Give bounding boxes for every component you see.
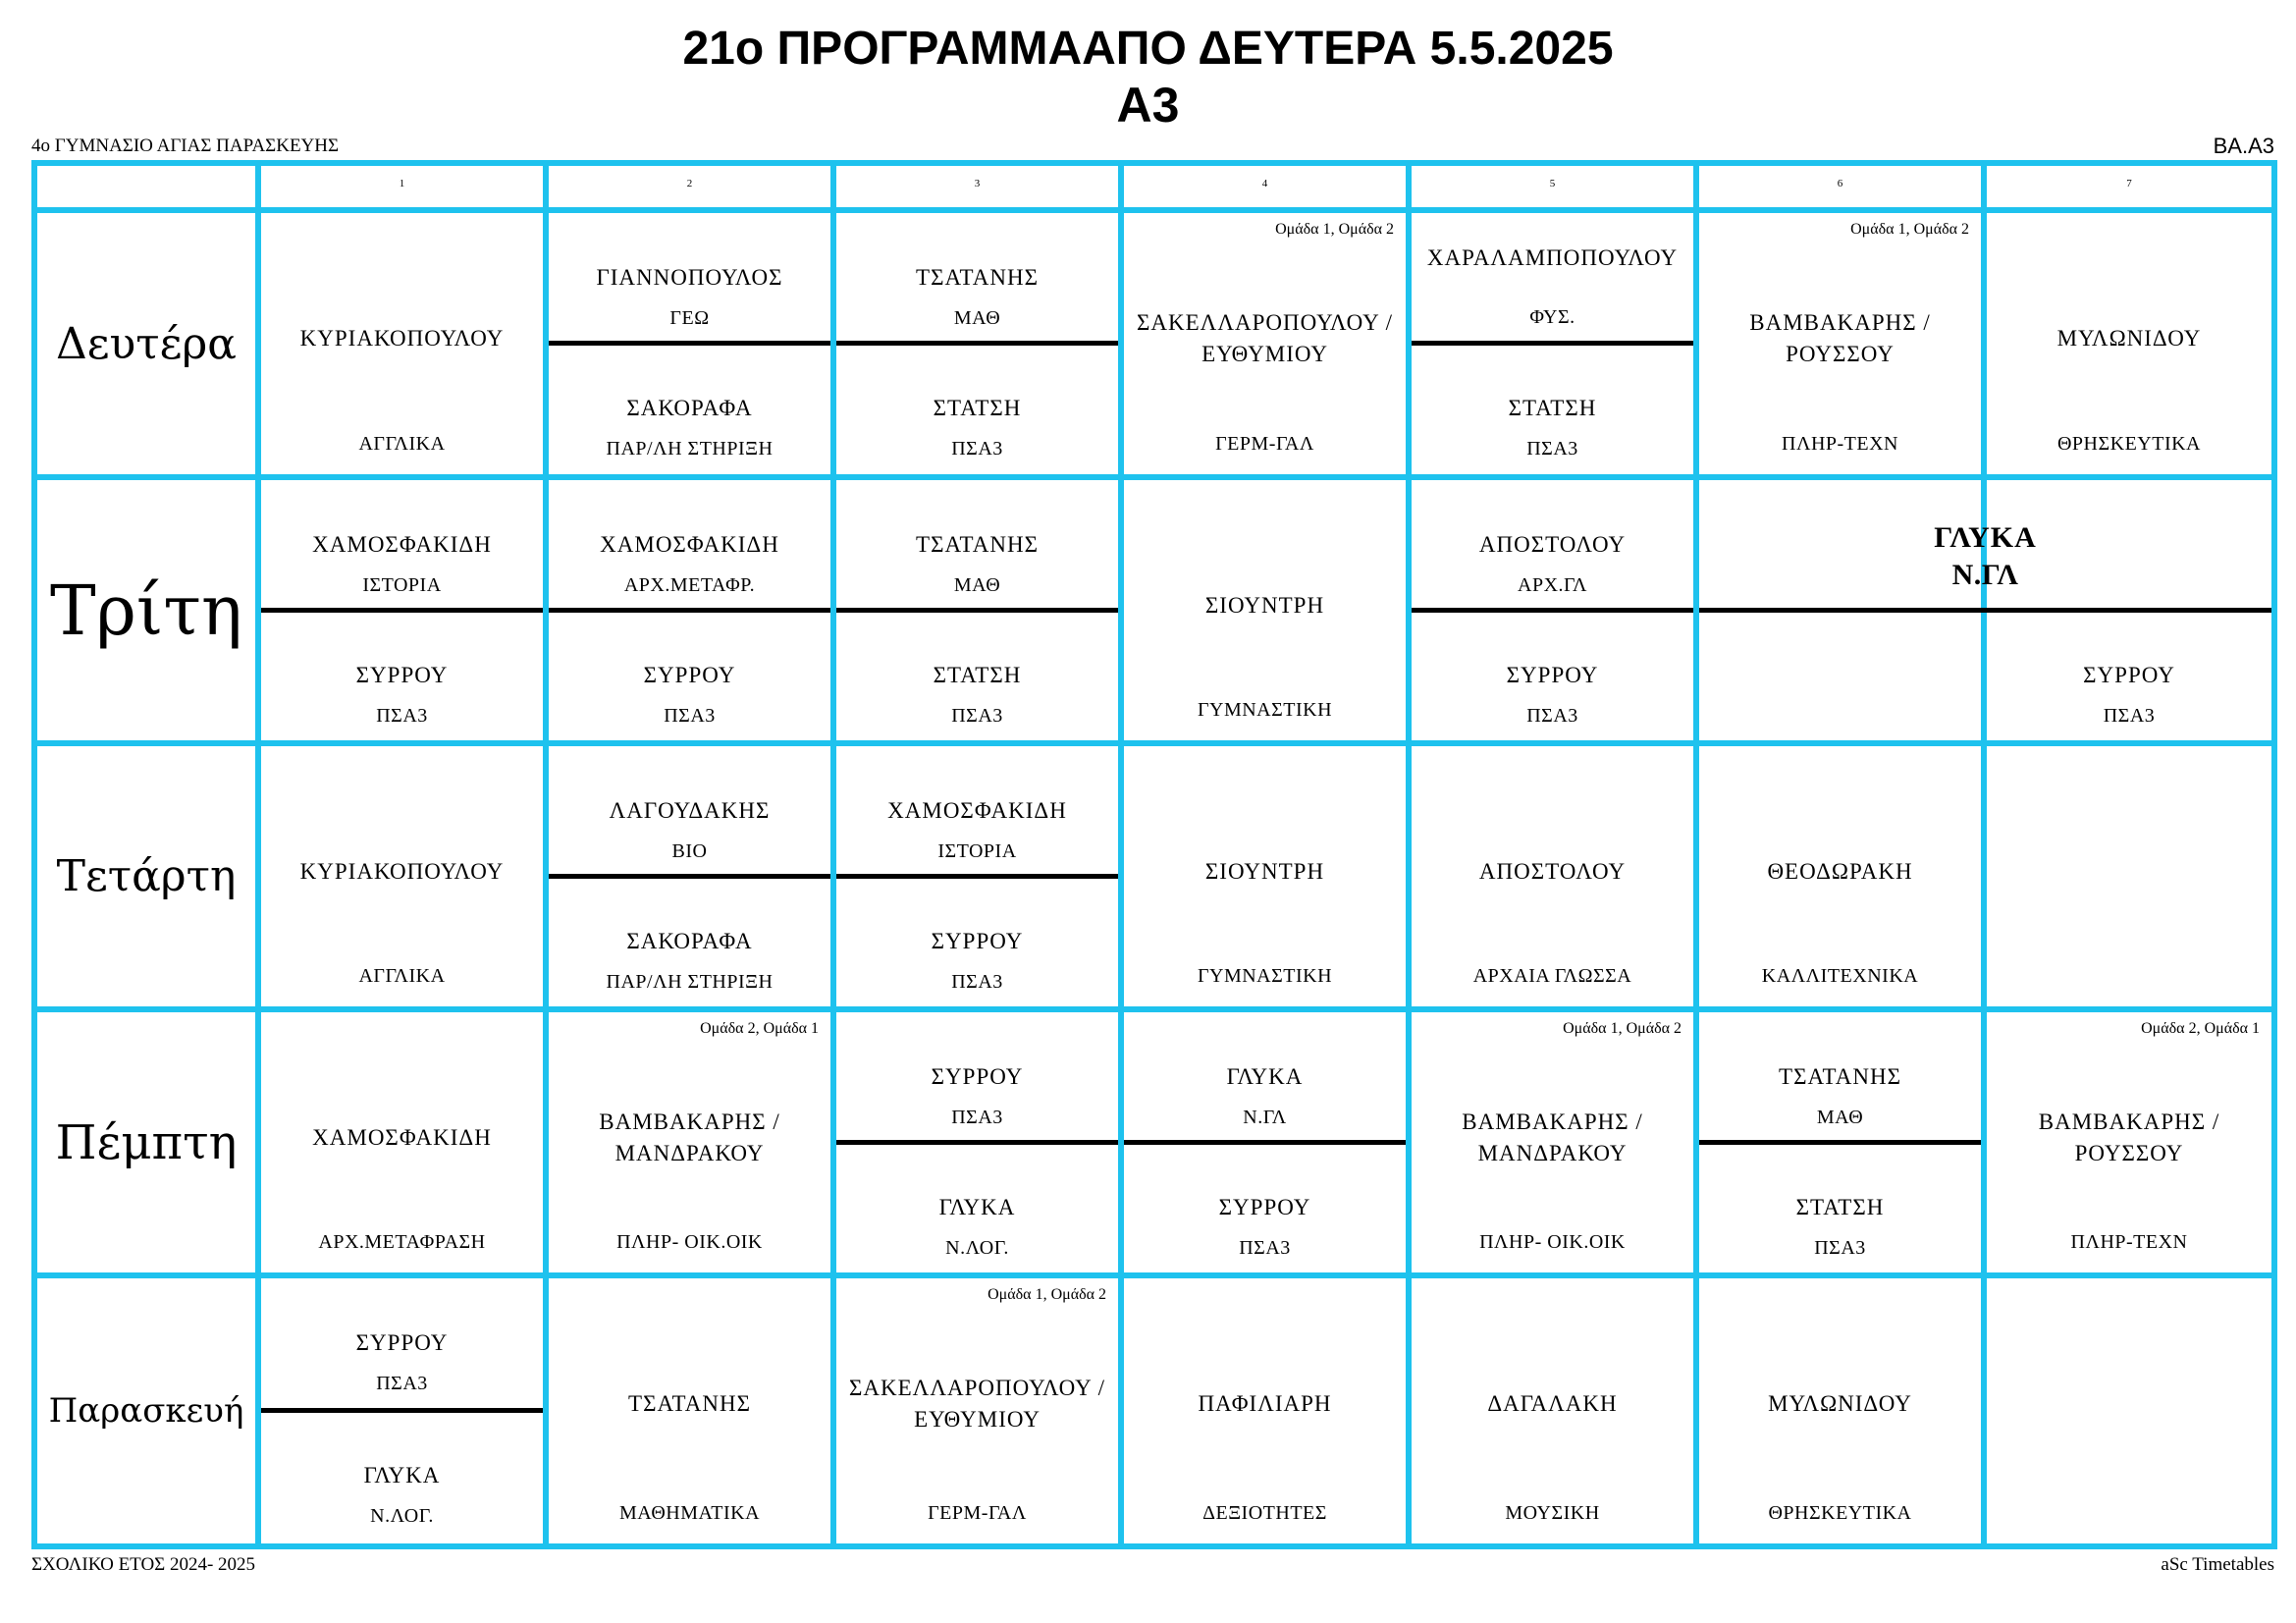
group-label: Ομάδα 1, Ομάδα 2 <box>1275 221 1394 238</box>
teacher-name: ΒΑΜΒΑΚΑΡΗΣ / ΡΟΥΣΣΟΥ <box>1749 310 1931 366</box>
day-label: Πέμπτη <box>55 1114 238 1170</box>
teacher-name: ΑΠΟΣΤΟΛΟΥ <box>1478 532 1627 557</box>
split-divider <box>549 608 830 613</box>
teacher-name: ΣΙΟΥΝΤΡΗ <box>1204 859 1325 884</box>
subject-name: ΙΣΤΟΡΙΑ <box>362 574 442 596</box>
split-divider <box>836 341 1118 346</box>
subject-name: ΑΡΧΑΙΑ ΓΛΩΣΣΑ <box>1472 965 1632 987</box>
teacher-name: ΧΑΜΟΣΦΑΚΙΔΗ <box>600 532 779 557</box>
period-header: 3 <box>974 178 981 189</box>
subject-name: ΓΥΜΝΑΣΤΙΚΗ <box>1197 965 1333 987</box>
subject-name: ΓΕΡΜ-ΓΑΛ <box>1215 433 1314 455</box>
day-label: Παρασκευή <box>48 1391 244 1431</box>
teacher-name: ΜΥΛΩΝΙΔΟΥ <box>2056 326 2202 351</box>
teacher-name: ΑΠΟΣΤΟΛΟΥ <box>1478 859 1627 884</box>
period-header: 4 <box>1261 178 1268 189</box>
group-label: Ομάδα 2, Ομάδα 1 <box>700 1020 819 1037</box>
grid-line <box>2271 160 2277 1549</box>
group-label: Ομάδα 1, Ομάδα 2 <box>1563 1020 1682 1037</box>
class-title: Α3 <box>1116 78 1180 133</box>
teacher-name: ΚΥΡΙΑΚΟΠΟΥΛΟΥ <box>299 326 505 351</box>
split-divider <box>549 874 830 879</box>
subject-name: ΑΓΓΛΙΚΑ <box>358 965 446 987</box>
teacher-name: ΣΥΡΡΟΥ <box>355 1330 449 1355</box>
subject-name: ΠΣΑ3 <box>951 971 1003 993</box>
grid-line <box>31 160 2277 166</box>
teacher-name: ΣΥΡΡΟΥ <box>2083 663 2175 687</box>
teacher-name: ΒΑΜΒΑΚΑΡΗΣ / ΜΑΝΔΡΑΚΟΥ <box>1462 1109 1643 1165</box>
school-year: ΣΧΟΛΙΚΟ ΕΤΟΣ 2024- 2025 <box>31 1554 256 1575</box>
teacher-name: ΓΛΥΚΑ <box>1226 1064 1304 1089</box>
software-credit: aSc Timetables <box>2161 1554 2274 1575</box>
teacher-name: ΣΤΑΤΣΗ <box>1795 1195 1885 1219</box>
subject-name: ΔΕΞΙΟΤΗΤΕΣ <box>1202 1502 1327 1524</box>
split-divider <box>1412 341 1693 346</box>
period-header: 6 <box>1837 178 1843 189</box>
teacher-name: ΛΑΓΟΥΔΑΚΗΣ <box>609 798 771 823</box>
period-header: 1 <box>399 178 405 189</box>
split-divider <box>549 341 830 346</box>
subject-name: ΠΣΑ3 <box>951 1107 1003 1128</box>
subject-name: ΜΑΘ <box>953 574 1001 596</box>
teacher-name: ΣΥΡΡΟΥ <box>931 1064 1024 1089</box>
group-label: Ομάδα 1, Ομάδα 2 <box>988 1286 1106 1303</box>
teacher-name: ΓΛΥΚΑ <box>938 1195 1016 1219</box>
subject-name: ΘΡΗΣΚΕΥΤΙΚΑ <box>1768 1502 1912 1524</box>
split-divider <box>261 608 543 613</box>
subject-name: ΠΣΑ3 <box>951 438 1003 460</box>
subject-name: ΙΣΤΟΡΙΑ <box>937 840 1017 862</box>
subject-name: ΠΣΑ3 <box>376 705 428 727</box>
teacher-name: ΣΥΡΡΟΥ <box>931 929 1024 953</box>
split-divider <box>1981 608 2271 613</box>
teacher-name: ΧΑΜΟΣΦΑΚΙΔΗ <box>312 532 492 557</box>
subject-name: ΚΑΛΛΙΤΕΧΝΙΚΑ <box>1761 965 1919 987</box>
teacher-name: ΣΤΑΤΣΗ <box>933 396 1022 420</box>
teacher-name: ΣΙΟΥΝΤΡΗ <box>1204 593 1325 618</box>
day-label: Τετάρτη <box>56 851 237 901</box>
subject-name: ΠΣΑ3 <box>664 705 716 727</box>
subject-name: ΠΛΗΡ- ΟΙΚ.ΟΙΚ <box>1479 1231 1626 1253</box>
split-divider <box>1699 1140 1981 1145</box>
class-code: ΒΑ.Α3 <box>2213 134 2274 158</box>
subject-name: ΠΣΑ3 <box>2103 705 2156 727</box>
day-label: Τρίτη <box>50 569 242 651</box>
subject-name: ΜΑΘ <box>1816 1107 1864 1128</box>
teacher-name: ΧΑΡΑΛΑΜΠΟΠΟΥΛΟΥ <box>1426 245 1679 270</box>
teacher-name: ΚΥΡΙΑΚΟΠΟΥΛΟΥ <box>299 859 505 884</box>
timetable-grid <box>31 160 2277 1549</box>
teacher-name: ΜΥΛΩΝΙΔΟΥ <box>1768 1391 1912 1416</box>
subject-name: ΠΣΑ3 <box>951 705 1003 727</box>
split-divider <box>836 1140 1118 1145</box>
teacher-name: ΣΥΡΡΟΥ <box>1218 1195 1311 1219</box>
subject-name: Ν.ΓΛ <box>1951 559 2019 591</box>
subject-name: ΑΡΧ.ΜΕΤΑΦΡ. <box>623 574 756 596</box>
teacher-name: ΣΥΡΡΟΥ <box>643 663 736 687</box>
subject-name: ΑΡΧ.ΓΛ <box>1518 574 1587 596</box>
teacher-name: ΣΥΡΡΟΥ <box>355 663 449 687</box>
subject-name: ΠΣΑ3 <box>1814 1237 1866 1259</box>
split-divider <box>1124 1140 1406 1145</box>
subject-name: ΠΣΑ3 <box>1526 438 1578 460</box>
teacher-name: ΘΕΟΔΩΡΑΚΗ <box>1767 859 1913 884</box>
teacher-name: ΤΣΑΤΑΝΗΣ <box>628 1391 751 1416</box>
teacher-name: ΓΛΥΚΑ <box>363 1463 441 1488</box>
subject-name: ΠΑΡ/ΛΗ ΣΤΗΡΙΞΗ <box>606 971 774 993</box>
subject-name: ΓΕΡΜ-ΓΑΛ <box>928 1502 1027 1524</box>
subject-name: ΠΛΗΡ-ΤΕΧΝ <box>2070 1231 2188 1253</box>
split-divider <box>261 1408 543 1413</box>
split-divider <box>836 874 1118 879</box>
teacher-name: ΓΛΥΚΑ <box>1934 521 2037 554</box>
subject-name: ΜΑΘΗΜΑΤΙΚΑ <box>618 1502 761 1524</box>
teacher-name: ΣΥΡΡΟΥ <box>1506 663 1599 687</box>
teacher-name: ΣΤΑΤΣΗ <box>1508 396 1597 420</box>
period-header: 5 <box>1549 178 1556 189</box>
subject-name: ΑΡΧ.ΜΕΤΑΦΡΑΣΗ <box>318 1231 486 1253</box>
subject-name: ΜΟΥΣΙΚΗ <box>1505 1502 1600 1524</box>
teacher-name: ΔΑΓΑΛΑΚΗ <box>1487 1391 1618 1416</box>
subject-name: ΠΑΡ/ΛΗ ΣΤΗΡΙΞΗ <box>606 438 774 460</box>
timetable-title: 21ο ΠΡΟΓΡΑΜΜΑΑΠΟ ΔΕΥΤΕΡΑ 5.5.2025 <box>682 23 1614 75</box>
period-header: 2 <box>686 178 693 189</box>
teacher-name: ΣΑΚΕΛΛΑΡΟΠΟΥΛΟΥ / ΕΥΘΥΜΙΟΥ <box>1136 310 1394 366</box>
school-name: 4ο ΓΥΜΝΑΣΙΟ ΑΓΙΑΣ ΠΑΡΑΣΚΕΥΗΣ <box>31 135 340 156</box>
teacher-name: ΠΑΦΙΛΙΑΡΗ <box>1198 1391 1332 1416</box>
subject-name: ΠΣΑ3 <box>1239 1237 1291 1259</box>
teacher-name: ΒΑΜΒΑΚΑΡΗΣ / ΡΟΥΣΣΟΥ <box>2038 1109 2220 1165</box>
subject-name: ΠΣΑ3 <box>1526 705 1578 727</box>
period-header: 7 <box>2126 178 2132 189</box>
subject-name: ΓΕΩ <box>669 307 710 329</box>
grid-line <box>31 1543 2277 1549</box>
subject-name: ΠΛΗΡ-ΤΕΧΝ <box>1782 433 1898 455</box>
teacher-name: ΣΑΚΕΛΛΑΡΟΠΟΥΛΟΥ / ΕΥΘΥΜΙΟΥ <box>848 1376 1106 1432</box>
split-divider <box>836 608 1118 613</box>
teacher-name: ΓΙΑΝΝΟΠΟΥΛΟΣ <box>596 265 783 290</box>
teacher-name: ΤΣΑΤΑΝΗΣ <box>916 265 1039 290</box>
subject-name: ΘΡΗΣΚΕΥΤΙΚΑ <box>2056 433 2202 455</box>
teacher-name: ΒΑΜΒΑΚΑΡΗΣ / ΜΑΝΔΡΑΚΟΥ <box>599 1109 780 1165</box>
subject-name: ΠΣΑ3 <box>376 1373 428 1394</box>
teacher-name: ΤΣΑΤΑΝΗΣ <box>916 532 1039 557</box>
subject-name: ΒΙΟ <box>671 840 708 862</box>
subject-name: ΓΥΜΝΑΣΤΙΚΗ <box>1197 699 1333 721</box>
teacher-name: ΣΑΚΟΡΑΦΑ <box>626 929 753 953</box>
teacher-name: ΤΣΑΤΑΝΗΣ <box>1779 1064 1901 1089</box>
subject-name: Ν.ΛΟΓ. <box>370 1505 434 1527</box>
day-label: Δευτέρα <box>55 318 238 369</box>
subject-name: ΠΛΗΡ- ΟΙΚ.ΟΙΚ <box>616 1231 763 1253</box>
subject-name: ΑΓΓΛΙΚΑ <box>358 433 446 455</box>
subject-name: Ν.ΓΛ <box>1243 1107 1287 1128</box>
subject-name: Ν.ΛΟΓ. <box>945 1237 1009 1259</box>
teacher-name: ΣΑΚΟΡΑΦΑ <box>626 396 753 420</box>
split-divider <box>1412 608 1693 613</box>
teacher-name: ΧΑΜΟΣΦΑΚΙΔΗ <box>887 798 1067 823</box>
teacher-name: ΧΑΜΟΣΦΑΚΙΔΗ <box>312 1125 492 1150</box>
group-label: Ομάδα 1, Ομάδα 2 <box>1850 221 1969 238</box>
subject-name: ΜΑΘ <box>953 307 1001 329</box>
teacher-name: ΣΤΑΤΣΗ <box>933 663 1022 687</box>
group-label: Ομάδα 2, Ομάδα 1 <box>2141 1020 2260 1037</box>
subject-name: ΦΥΣ. <box>1529 306 1575 328</box>
